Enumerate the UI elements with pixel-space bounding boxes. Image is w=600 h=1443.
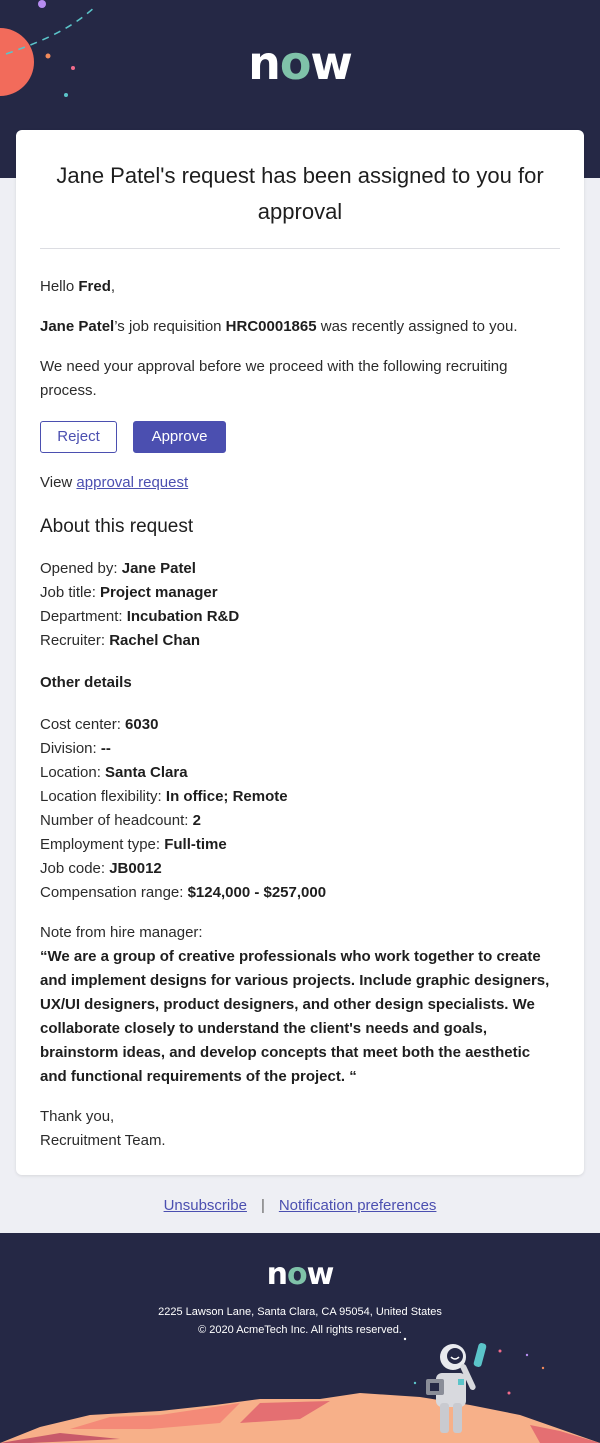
servicenow-footer-logo: now [266, 1257, 334, 1292]
address-line: 2225 Lawson Lane, Santa Clara, CA 95054, United States [158, 1306, 442, 1318]
detail-row: Employment type: Full-time [40, 836, 227, 853]
action-buttons [40, 421, 560, 453]
unsubscribe-link[interactable]: Unsubscribe [163, 1197, 247, 1214]
detail-row: Job code: JB0012 [40, 860, 162, 877]
detail-row: Location: Santa Clara [40, 764, 188, 781]
detail-row: Job title: Project manager [40, 584, 218, 601]
view-approval-line: View approval request [40, 474, 189, 491]
assignment-text: Jane Patel’s job requisition HRC0001865 was recently assigned to you. [40, 318, 518, 335]
approval-text: We need your approval before we proceed with the following recruiting process. [40, 358, 508, 399]
email-card [16, 130, 584, 1175]
servicenow-logo: now [248, 36, 352, 90]
email-title: Jane Patel's request has been assigned to you for approval [40, 154, 560, 249]
company-address [0, 1303, 600, 1339]
detail-row: Division: -- [40, 740, 111, 757]
request-details [40, 557, 560, 653]
manager-note [40, 921, 560, 1089]
detail-row: Number of headcount: 2 [40, 812, 201, 829]
footer-separator: | [260, 1197, 265, 1214]
other-details [40, 713, 560, 905]
detail-row: Department: Incubation R&D [40, 608, 240, 625]
signoff [40, 1105, 560, 1153]
footer-band [0, 1233, 600, 1443]
note-label: Note from hire manager: [40, 924, 203, 941]
footer-links [0, 1194, 600, 1218]
detail-row: Cost center: 6030 [40, 716, 159, 733]
note-quote: “We are a group of creative professionals who work together to create and implement designs for various projects. Include graphic designers, UX/UI designers, product designers, and other design specialists. We collaborate closely to understand the client's needs and goals, brainstorm ideas, and develop concepts that meet both the aesthetic and functional requirements of the project. “ [40, 948, 550, 1085]
detail-row: Location flexibility: In office; Remote [40, 788, 288, 805]
other-details-heading: Other details [40, 674, 132, 691]
detail-row: Opened by: Jane Patel [40, 560, 196, 577]
team-signature: Recruitment Team. [40, 1132, 166, 1149]
approval-request-link[interactable]: approval request [76, 474, 189, 491]
copyright-line: © 2020 AcmeTech Inc. All rights reserved. [198, 1324, 402, 1336]
greeting: Hello Fred, [40, 278, 116, 295]
detail-row: Compensation range: $124,000 - $257,000 [40, 884, 327, 901]
thanks-text: Thank you, [40, 1108, 115, 1125]
approve-button[interactable]: Approve [133, 421, 226, 453]
about-heading: About this request [40, 516, 194, 537]
notification-preferences-link[interactable]: Notification preferences [278, 1197, 437, 1214]
reject-button[interactable]: Reject [40, 421, 117, 453]
detail-row: Recruiter: Rachel Chan [40, 632, 201, 649]
